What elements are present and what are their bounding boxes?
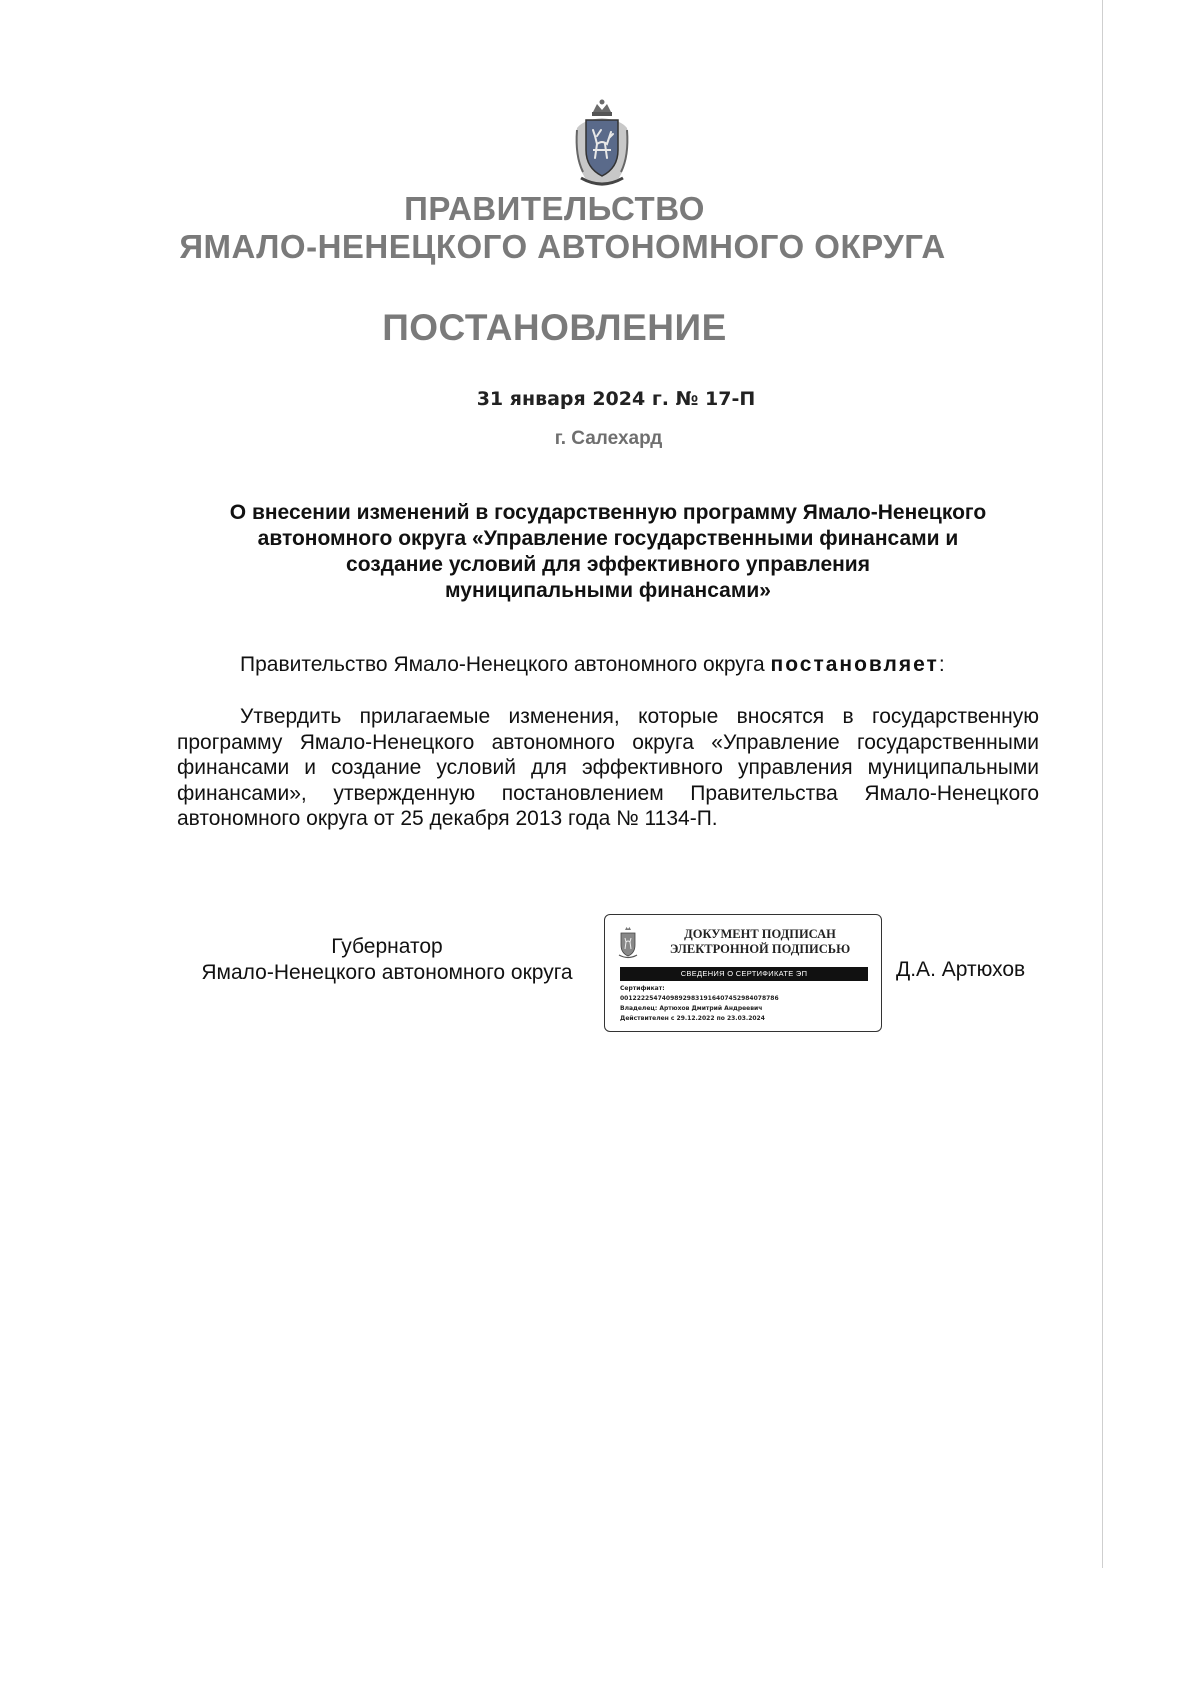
esign-heading (645, 927, 875, 957)
esign-validity: Действителен с 29.12.2022 по 23.03.2024 (620, 1015, 765, 1022)
coat-of-arms-icon (571, 98, 633, 188)
subject-line-4: муниципальными финансами» (445, 579, 771, 602)
preamble-text: Правительство Ямало-Ненецкого автономного округа (240, 653, 771, 676)
esign-heading-line-2: ЭЛЕКТРОННОЙ ПОДПИСЬЮ (669, 942, 851, 956)
preamble-colon: : (938, 653, 945, 676)
preamble (240, 653, 1060, 677)
esign-certificate-bar: СВЕДЕНИЯ О СЕРТИФИКАТЕ ЭП (620, 967, 868, 981)
document-type: ПОСТАНОВЛЕНИЕ (382, 307, 727, 348)
esign-certificate-label: Сертификат: (620, 985, 665, 992)
subject-line-2: автономного округа «Управление государственными финансами и (257, 527, 959, 550)
esign-details (620, 984, 875, 1024)
signer-title-line-2: Ямало-Ненецкого автономного округа (201, 961, 573, 984)
government-title-line1: ПРАВИТЕЛЬСТВО (404, 190, 705, 227)
coat-of-arms-icon (617, 925, 639, 959)
signer-name: Д.А. Артюхов (896, 958, 1026, 981)
electronic-signature-stamp (604, 914, 882, 1032)
subject-line-3: создание условий для эффективного управления (346, 553, 870, 576)
document-date-number: 31 января 2024 г. № 17-П (476, 388, 756, 410)
document-subject (170, 500, 1046, 604)
government-title-line2: ЯМАЛО-НЕНЕЦКОГО АВТОНОМНОГО ОКРУГА (179, 228, 946, 265)
subject-line-1: О внесении изменений в государственную программу Ямало-Ненецкого (229, 501, 987, 524)
document-city: г. Салехард (554, 428, 663, 449)
body-paragraph: Утвердить прилагаемые изменения, которые вносятся в государственную программу Ямало-Ненецкого автономного округа «Управление государственными финансами и создание условий для эффективного управления муниципальными финансами», утвержденную постановлением Правительства Ямало-Ненецкого автономного округа от 25 декабря 2013 года № 1134-П. (177, 705, 1039, 830)
signer-title (177, 934, 597, 986)
decree-word: постановляет (770, 653, 939, 676)
esign-certificate-number: 00122225474098929831916407452984078786 (620, 995, 779, 1002)
signer-title-line-1: Губернатор (331, 935, 443, 958)
esign-owner: Владелец: Артюхов Дмитрий Андреевич (620, 1005, 763, 1012)
esign-heading-line-1: ДОКУМЕНТ ПОДПИСАН (684, 927, 836, 941)
